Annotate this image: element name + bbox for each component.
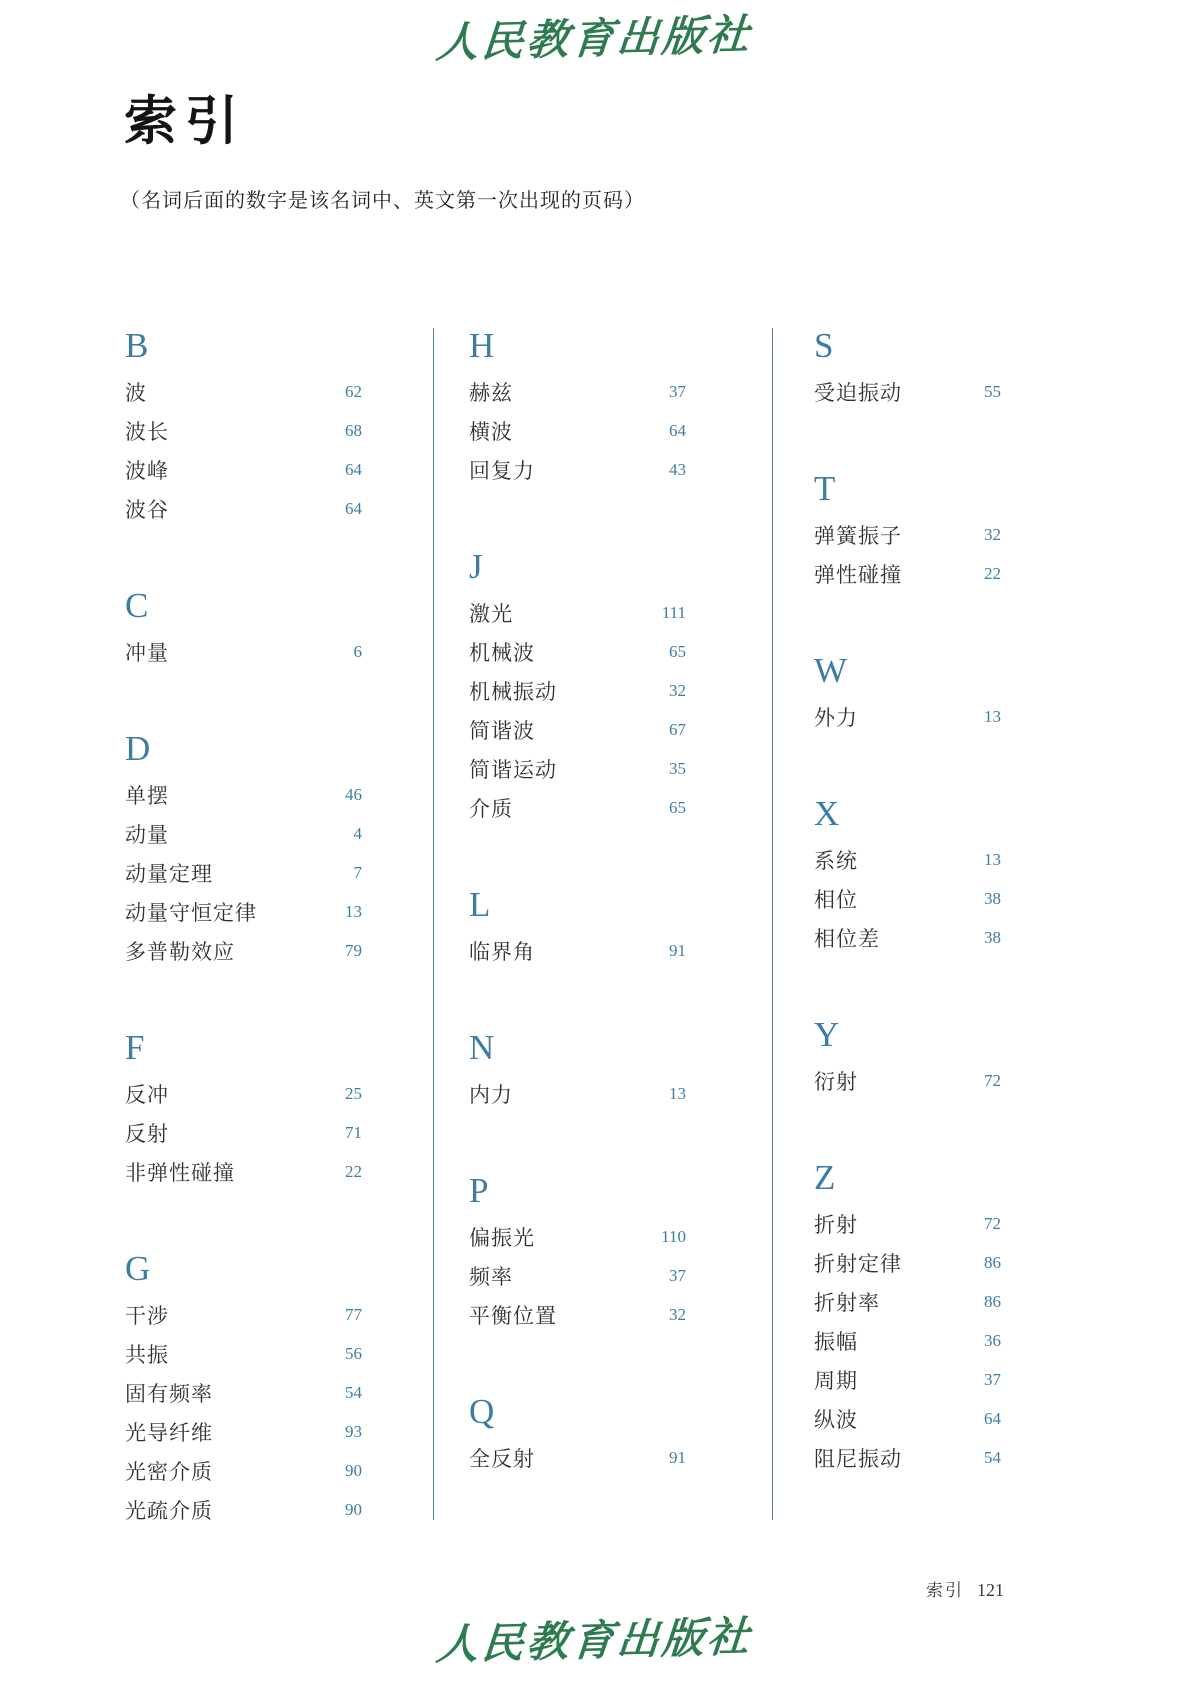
index-entry [814, 1243, 1001, 1282]
entry-term: 折射 [814, 1212, 858, 1237]
index-entry [814, 1321, 1001, 1360]
index-entry [125, 775, 362, 814]
entry-page-number: 22 [984, 563, 1001, 583]
index-entry [814, 918, 1001, 957]
entry-page-number: 65 [669, 797, 686, 817]
entry-page-number: 77 [345, 1304, 362, 1324]
section-letter: Q [469, 1392, 495, 1431]
index-section-Z [814, 1152, 1001, 1477]
index-entry [814, 879, 1001, 918]
index-entry [125, 1113, 362, 1152]
index-section-C [125, 580, 362, 671]
index-entry [469, 931, 686, 970]
index-entry [125, 489, 362, 528]
section-letter: N [469, 1028, 495, 1067]
index-column-1 [125, 320, 362, 1529]
entry-term: 固有频率 [125, 1381, 213, 1406]
section-letter: L [469, 885, 491, 924]
entry-page-number: 90 [345, 1460, 362, 1480]
entry-page-number: 38 [984, 927, 1001, 947]
entry-term: 简谐运动 [469, 757, 557, 782]
index-entry [469, 593, 686, 632]
index-section-J [469, 541, 686, 827]
entry-term: 非弹性碰撞 [125, 1160, 235, 1185]
section-letter: F [125, 1028, 145, 1067]
index-entry [469, 749, 686, 788]
index-entry [814, 515, 1001, 554]
section-letter: B [125, 326, 149, 365]
entry-term: 波长 [125, 419, 169, 444]
index-section-T [814, 463, 1001, 593]
footer-page-number: 121 [977, 1580, 1004, 1600]
index-entry [469, 411, 686, 450]
index-section-G [125, 1243, 362, 1529]
section-letter: W [814, 651, 848, 690]
entry-term: 受迫振动 [814, 380, 902, 405]
publisher-logo-text: 人民教育出版社 [434, 12, 755, 68]
index-column-2 [469, 320, 686, 1477]
entry-page-number: 37 [984, 1369, 1001, 1389]
entry-page-number: 91 [669, 940, 686, 960]
index-entry [125, 853, 362, 892]
entry-page-number: 6 [353, 641, 362, 661]
entry-page-number: 4 [353, 823, 362, 843]
entry-term: 共振 [125, 1342, 169, 1367]
entry-term: 振幅 [814, 1329, 858, 1354]
entry-page-number: 32 [669, 1304, 686, 1324]
entry-term: 纵波 [814, 1407, 858, 1432]
entry-page-number: 32 [984, 524, 1001, 544]
entry-page-number: 111 [661, 602, 686, 622]
entry-term: 动量 [125, 822, 169, 847]
entry-term: 机械振动 [469, 679, 557, 704]
entry-page-number: 56 [345, 1343, 362, 1363]
page-footer [926, 1576, 1004, 1601]
entry-term: 回复力 [469, 458, 535, 483]
entry-term: 波 [125, 380, 147, 405]
index-entry [125, 1074, 362, 1113]
section-letter: T [814, 469, 836, 508]
entry-page-number: 65 [669, 641, 686, 661]
entry-page-number: 54 [984, 1447, 1001, 1467]
index-section-W [814, 645, 1001, 736]
entry-page-number: 64 [669, 420, 686, 440]
entry-term: 相位 [814, 887, 858, 912]
section-letter: Z [814, 1158, 836, 1197]
entry-page-number: 43 [669, 459, 686, 479]
entry-term: 干涉 [125, 1303, 169, 1328]
index-section-S [814, 320, 1001, 411]
entry-term: 反冲 [125, 1082, 169, 1107]
index-entry [125, 892, 362, 931]
entry-term: 光疏介质 [125, 1498, 213, 1523]
entry-term: 简谐波 [469, 718, 535, 743]
index-entry [469, 632, 686, 671]
entry-page-number: 64 [345, 498, 362, 518]
index-entry [814, 697, 1001, 736]
entry-page-number: 86 [984, 1252, 1001, 1272]
entry-term: 波谷 [125, 497, 169, 522]
section-letter: H [469, 326, 495, 365]
section-letter: Y [814, 1015, 840, 1054]
entry-page-number: 71 [345, 1122, 362, 1142]
index-entry [469, 710, 686, 749]
index-section-H [469, 320, 686, 489]
entry-page-number: 36 [984, 1330, 1001, 1350]
entry-term: 偏振光 [469, 1225, 535, 1250]
publisher-logo-top [0, 6, 1190, 66]
index-section-F [125, 1022, 362, 1191]
entry-term: 相位差 [814, 926, 880, 951]
index-entry [469, 450, 686, 489]
section-letter: D [125, 729, 151, 768]
entry-term: 冲量 [125, 640, 169, 665]
page-subtitle: （名词后面的数字是该名词中、英文第一次出现的页码） [120, 190, 645, 212]
entry-term: 横波 [469, 419, 513, 444]
section-letter: J [469, 547, 483, 586]
entry-term: 光密介质 [125, 1459, 213, 1484]
entry-term: 周期 [814, 1368, 858, 1393]
index-entry [125, 450, 362, 489]
entry-term: 外力 [814, 705, 858, 730]
index-entry [814, 1399, 1001, 1438]
index-entry [814, 1360, 1001, 1399]
entry-page-number: 7 [353, 862, 362, 882]
entry-page-number: 90 [345, 1499, 362, 1519]
entry-term: 动量定理 [125, 861, 213, 886]
index-entry [125, 1412, 362, 1451]
index-entry [814, 372, 1001, 411]
entry-page-number: 22 [345, 1161, 362, 1181]
entry-page-number: 37 [669, 381, 686, 401]
index-entry [125, 931, 362, 970]
entry-page-number: 13 [669, 1083, 686, 1103]
index-entry [814, 1061, 1001, 1100]
section-letter: S [814, 326, 834, 365]
entry-page-number: 38 [984, 888, 1001, 908]
index-entry [125, 1334, 362, 1373]
entry-page-number: 37 [669, 1265, 686, 1285]
entry-term: 弹性碰撞 [814, 562, 902, 587]
index-entry [125, 1295, 362, 1334]
entry-term: 激光 [469, 601, 513, 626]
entry-term: 反射 [125, 1121, 169, 1146]
index-column-3 [814, 320, 1001, 1477]
page-title: 索引 [124, 93, 246, 151]
section-letter: C [125, 586, 149, 625]
entry-page-number: 110 [661, 1226, 686, 1246]
index-section-L [469, 879, 686, 970]
index-entry [814, 840, 1001, 879]
entry-page-number: 72 [984, 1213, 1001, 1233]
index-section-X [814, 788, 1001, 957]
index-entry [469, 1217, 686, 1256]
entry-page-number: 62 [345, 381, 362, 401]
index-entry [814, 1282, 1001, 1321]
index-entry [469, 1438, 686, 1477]
entry-term: 波峰 [125, 458, 169, 483]
entry-page-number: 68 [345, 420, 362, 440]
section-letter: G [125, 1249, 151, 1288]
entry-page-number: 46 [345, 784, 362, 804]
index-entry [125, 372, 362, 411]
entry-term: 阻尼振动 [814, 1446, 902, 1471]
entry-page-number: 91 [669, 1447, 686, 1467]
entry-term: 多普勒效应 [125, 939, 235, 964]
entry-term: 内力 [469, 1082, 513, 1107]
index-entry [469, 1295, 686, 1334]
entry-term: 折射率 [814, 1290, 880, 1315]
entry-page-number: 64 [345, 459, 362, 479]
index-entry [125, 411, 362, 450]
index-entry [125, 1152, 362, 1191]
publisher-logo-bottom [0, 1608, 1190, 1668]
index-section-D [125, 723, 362, 970]
index-entry [469, 1256, 686, 1295]
index-entry [125, 1373, 362, 1412]
section-letter: P [469, 1171, 489, 1210]
index-entry [469, 671, 686, 710]
entry-page-number: 35 [669, 758, 686, 778]
section-letter: X [814, 794, 840, 833]
entry-page-number: 55 [984, 381, 1001, 401]
entry-page-number: 25 [345, 1083, 362, 1103]
entry-term: 弹簧振子 [814, 523, 902, 548]
column-divider-right [772, 328, 773, 1520]
entry-term: 单摆 [125, 783, 169, 808]
entry-term: 全反射 [469, 1446, 535, 1471]
entry-page-number: 13 [984, 849, 1001, 869]
index-entry [125, 814, 362, 853]
entry-page-number: 67 [669, 719, 686, 739]
index-section-B [125, 320, 362, 528]
entry-page-number: 72 [984, 1070, 1001, 1090]
entry-page-number: 93 [345, 1421, 362, 1441]
publisher-logo-text: 人民教育出版社 [434, 1614, 755, 1670]
index-section-N [469, 1022, 686, 1113]
entry-term: 机械波 [469, 640, 535, 665]
index-section-Y [814, 1009, 1001, 1100]
entry-term: 赫兹 [469, 380, 513, 405]
index-section-Q [469, 1386, 686, 1477]
entry-term: 系统 [814, 848, 858, 873]
entry-term: 光导纤维 [125, 1420, 213, 1445]
entry-term: 临界角 [469, 939, 535, 964]
entry-page-number: 32 [669, 680, 686, 700]
entry-page-number: 64 [984, 1408, 1001, 1428]
entry-term: 折射定律 [814, 1251, 902, 1276]
entry-term: 动量守恒定律 [125, 900, 257, 925]
index-entry [814, 554, 1001, 593]
index-section-P [469, 1165, 686, 1334]
index-entry [469, 372, 686, 411]
index-entry [469, 1074, 686, 1113]
column-divider-left [433, 328, 434, 1520]
entry-term: 衍射 [814, 1069, 858, 1094]
entry-page-number: 54 [345, 1382, 362, 1402]
entry-page-number: 79 [345, 940, 362, 960]
index-entry [125, 1451, 362, 1490]
entry-term: 介质 [469, 796, 513, 821]
entry-page-number: 13 [984, 706, 1001, 726]
entry-page-number: 86 [984, 1291, 1001, 1311]
index-entry [814, 1204, 1001, 1243]
index-entry [469, 788, 686, 827]
index-entry [814, 1438, 1001, 1477]
entry-page-number: 13 [345, 901, 362, 921]
entry-term: 频率 [469, 1264, 513, 1289]
index-entry [125, 1490, 362, 1529]
index-entry [125, 632, 362, 671]
entry-term: 平衡位置 [469, 1303, 557, 1328]
footer-section-label: 索引 [926, 1581, 964, 1600]
